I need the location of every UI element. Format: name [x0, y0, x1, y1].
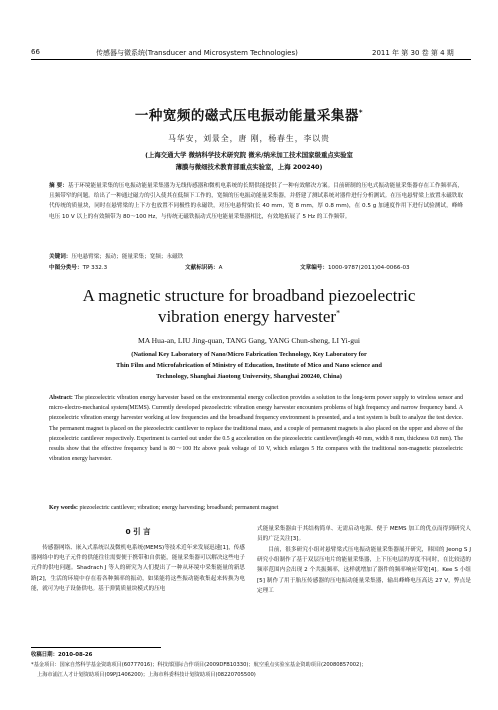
intro-paragraph-right-2: 目前，很多研究小组对悬臂梁式压电振动能量采集器展开研究，韩国的 Jeong S J 研究小组制作了基于双层压电片的能量采集器，上下压电层的厚度不同时，在比较适的频率范围内会出现 2 个共振频率，这样就增加了器件的频率响应带宽[4]。Kee S 小组[5] 制作了用于胎压传感器的压电振动能量采集器，输出峰峰电压高达 27 V，弊点是定理工: [257, 547, 471, 594]
affiliation-en-line3: Technology, Shanghai Jiaotong University, Shanghai 200240, China): [156, 373, 342, 380]
page-number: 66: [31, 48, 40, 56]
intro-paragraph-right-1: 式能量采集器由于其结构简单、无需启动电源、便于 MEMS 加工的优点而得到研究人员的广泛关注[3]。: [257, 526, 471, 543]
title-en-line1: A magnetic structure for broadband piezoelectric: [82, 286, 416, 305]
affiliation-en-line1: (National Key Laboratory of Nano/Micro Fabrication Technology, Key Laboratory for: [131, 351, 367, 358]
doc-code: 文献标识码：A: [185, 265, 223, 271]
article-number: 文章编号：1000-9787(2011)04-0066-03: [300, 265, 410, 271]
received-date: 收稿日期：2010-08-26: [31, 652, 93, 658]
title-cn: 一种宽频的磁式压电振动能量采集器*: [134, 108, 364, 124]
abstract-en: [49, 393, 463, 464]
header-rule: [31, 59, 471, 60]
clc-number: 中图分类号：TP 332.3: [49, 265, 108, 271]
journal-name: 传感器与微系统(Transducer and Microsystem Technologies): [96, 49, 298, 57]
funding-line2: 上海市浦江人才计划资助项目(09PJ1406200)；上海市科委科技计划资助项目(08220705500): [37, 672, 256, 678]
section-heading-intro: 0 引 言: [125, 527, 151, 536]
intro-paragraph-left: 传感器网络、嵌入式系统以及微机电系统(MEMS)等技术近年来发展迅速[1]，传感器网络中的电子元件的供能往往需要便于携带和自供能，能量采集器可以解决这些电子元件的供电问题。Shadrach J 等人的研究为人们提出了一种从环境中采集能量的新思路[2]，生活的环境中存在着各种频率的振动，如果能将这些振动能收集起来转换为电能，就可为电子设备供电。基于弹簧质量块模式的压电: [31, 545, 245, 592]
authors-cn: 马华安，刘景全，唐 刚，杨春生，李以贵: [168, 134, 330, 143]
abstract-en-text: The piezoelectric vibration energy harvester based on the environmental energy collection provides a solution to the long-term power supply to wireless sensor and micro-electro-mechanical system(MEMS). Currently developed piezoelectric vibration energy harvester encounters problems of high frequency and narrow frequency band. A piezoelectric vibration energy harvester working at low frequencies and the broadband frequency environment is presented, and a test system is built to analyze the test device. The permanent magnet is placed on the piezoelectric cantilever to replace the traditional mass, and a couple of permanent magnets is also placed on the upper and above of the piezoelectric cantilever respectively. Experiment is carried out under the 0.5 g acceleration on the piezoelectric cantilever(length 40 mm, width 8 mm, thickness 0.8 mm). The results show that the effective frequency band is 80～100 Hz above peak voltage of 10 V, which enlarges 5 Hz compares with the traditional non-magnetic piezoelectric vibration energy harvester.: [49, 395, 463, 463]
abstract-cn-text: 基于环境能量采集的压电振动能量采集器为无线传感器和微机电系统的长期供能提供了一种有效解决方案。目前研制的压电式振动能量采集器存在工作频率高，且频带窄的问题。给出了一种通过磁力的引入使其在低频下工作的，宽频的压电振动能量采集器，并搭建了测试系统对器件进行分析测试。在压电悬臂梁上放置永磁铁取代传统的质量块，同时在悬臂梁的上下方也放置不同极性的永磁铁，对压电悬臂梁(长 40 mm，宽 8 mm，厚 0.8 mm)，在 0.5 g 加速度作用下进行试验测试，峰峰电压 10 V 以上的有效频带为 80～100 Hz，与传统无磁铁振动式压电能量采集器相比，有效地拓展了 5 Hz 的工作频带。: [49, 183, 463, 220]
abstract-cn-label: 摘 要：: [49, 183, 68, 189]
keywords-cn: 关键词：压电悬臂梁；振动；能量采集；宽频；永磁铁: [49, 254, 184, 260]
abstract-en-label: Abstract:: [49, 395, 73, 401]
funding-line1: *基金项目：国家自然科学基金资助项目(60777016)；科技部国际合作项目(2009DFB10330)；航空重点实验室基金资助项目(20080857002)；: [31, 662, 367, 668]
affiliation-en-line2: Thin Film and Microfabrication of Ministry of Education, Institute of Mico and Nano science and: [116, 362, 382, 369]
abstract-cn: [49, 181, 463, 222]
title-en-line2: vibration energy harvester*: [157, 307, 341, 326]
affiliation-cn-line2: 薄膜与微细技术教育部重点实验室，上海 200240): [175, 163, 323, 171]
footnote-rule: [31, 647, 161, 648]
keywords-en: Key words: piezoelectric cantilever; vibration; energy harvesting; broadband; permanent magnet: [49, 505, 279, 511]
authors-en: MA Hua-an, LIU Jing-quan, TANG Gang, YANG Chun-sheng, LI Yi-gui: [137, 336, 361, 345]
affiliation-cn-line1: (上海交通大学 微纳科学技术研究院 微米/纳米加工技术国家级重点实验室: [145, 151, 353, 159]
issue-info: 2011 年 第 30 卷 第 4 期: [372, 49, 454, 57]
